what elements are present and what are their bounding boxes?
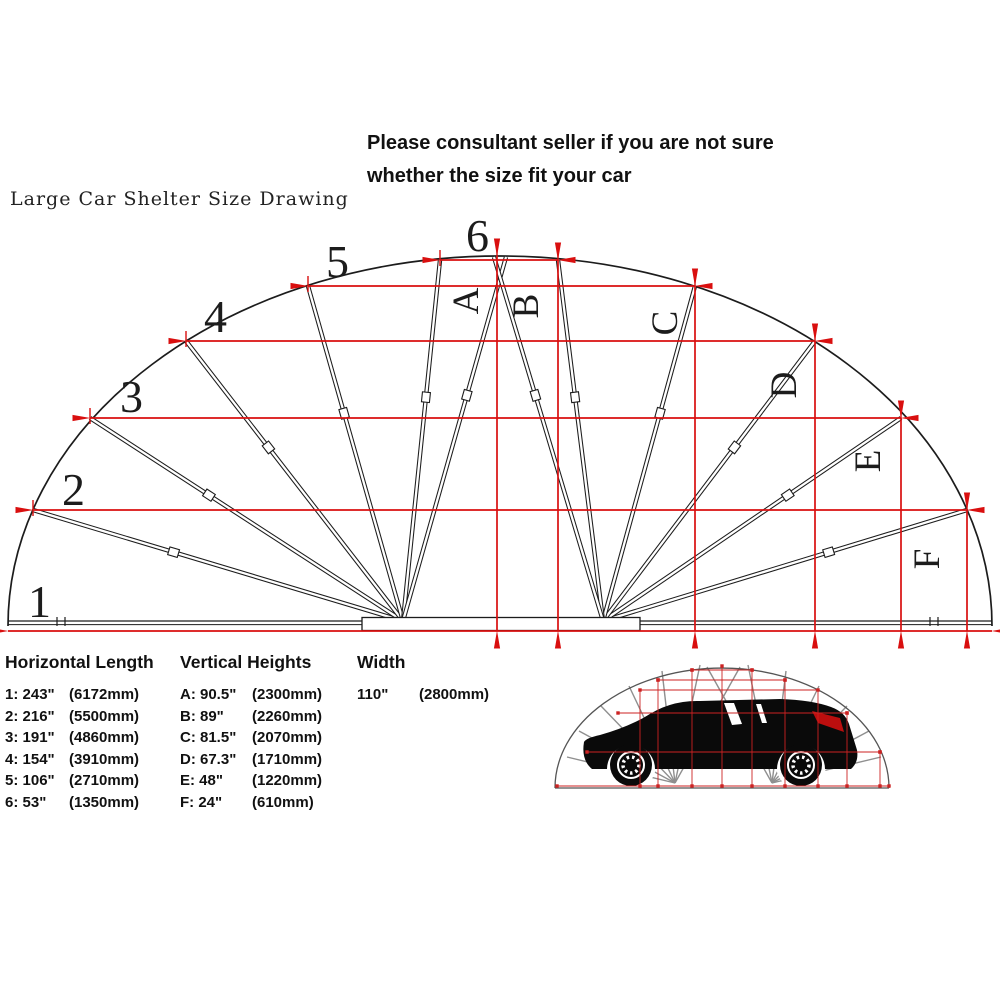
label-v-C: C (645, 310, 686, 336)
label-h-1: 1 (28, 576, 51, 627)
grid-dot (690, 784, 693, 787)
label-v-E: E (848, 449, 889, 473)
rib-joint-sleeve (823, 547, 835, 558)
grid-dot (638, 784, 641, 787)
grid-dot (585, 750, 588, 753)
rib-joint-sleeve (168, 547, 180, 558)
rear-wheel (780, 744, 822, 786)
page-title: Large Car Shelter Size Drawing (10, 188, 349, 210)
front-wheel (610, 744, 652, 786)
rib-joint-sleeve (421, 392, 430, 403)
grid-dot (845, 784, 848, 787)
legend-row: B: 89" (2260mm) (180, 707, 323, 725)
grid-dot (845, 711, 848, 714)
legend-row: D: 67.3" (1710mm) (180, 750, 323, 768)
grid-dot (878, 750, 881, 753)
label-h-3: 3 (120, 371, 143, 422)
label-v-F: F (907, 548, 948, 570)
car-shelter-inset (555, 664, 891, 790)
legend-row: E: 48" (1220mm) (180, 772, 323, 790)
dome-arc (8, 256, 992, 626)
rib (558, 260, 603, 621)
legend-horizontal-length (5, 652, 154, 814)
legend-row: 3: 191" (4860mm) (5, 729, 140, 747)
grid-dot (638, 688, 641, 691)
advisory-note-line1: Please consultant seller if you are not sure (367, 132, 774, 154)
base-rail (362, 618, 640, 631)
grid-dot (750, 784, 753, 787)
grid-dot (720, 784, 723, 787)
grid-dot (656, 678, 659, 681)
advisory-note (367, 127, 774, 193)
label-v-B: B (506, 293, 547, 319)
rib (403, 260, 440, 621)
grid-dot (616, 711, 619, 714)
rib-joint-sleeve (530, 389, 541, 401)
grid-dot (783, 678, 786, 681)
label-v-D: D (764, 371, 805, 399)
grid-dot (878, 784, 881, 787)
rib (186, 341, 403, 621)
rib (33, 510, 403, 621)
legend-vertical-heights (180, 652, 322, 814)
legend-row: 4: 154" (3910mm) (5, 750, 140, 768)
rib-joint-sleeve (462, 389, 472, 401)
extension-ticks (33, 247, 967, 516)
rib-joint-sleeve (571, 392, 580, 403)
legend-row: 5: 106" (2710mm) (5, 772, 140, 790)
label-v-A: A (446, 287, 487, 315)
legend-row: A: 90.5" (2300mm) (180, 686, 323, 703)
grid-dot (690, 668, 693, 671)
shelter-structure (8, 256, 992, 631)
rib (603, 418, 901, 621)
legend-horizontal-heading: Horizontal Length (5, 652, 154, 672)
legend-row: F: 24" (610mm) (180, 793, 314, 811)
legend-width-heading: Width (357, 652, 406, 672)
ribs (33, 257, 967, 621)
legend-row: 6: 53" (1350mm) (5, 793, 140, 811)
dimension-lines (8, 247, 992, 631)
legend-row: 2: 216" (5500mm) (5, 707, 140, 725)
legend-width (357, 652, 489, 706)
label-h-5: 5 (326, 236, 349, 287)
legend-row: 110" (2800mm) (357, 686, 490, 703)
grid-dot (816, 688, 819, 691)
label-h-4: 4 (204, 291, 227, 342)
grid-dot (720, 664, 723, 667)
label-h-2: 2 (62, 464, 85, 515)
grid-dot (816, 784, 819, 787)
grid-dot (887, 784, 890, 787)
grid-dot (750, 668, 753, 671)
legend-row: C: 81.5" (2070mm) (180, 729, 323, 747)
label-h-6: 6 (466, 210, 489, 261)
grid-dot (783, 784, 786, 787)
legend-vertical-heading: Vertical Heights (180, 652, 312, 672)
grid-dot (656, 784, 659, 787)
legend-row: 1: 243" (6172mm) (5, 686, 140, 703)
grid-dot (555, 784, 558, 787)
advisory-note-line2: whether the size fit your car (367, 165, 632, 187)
